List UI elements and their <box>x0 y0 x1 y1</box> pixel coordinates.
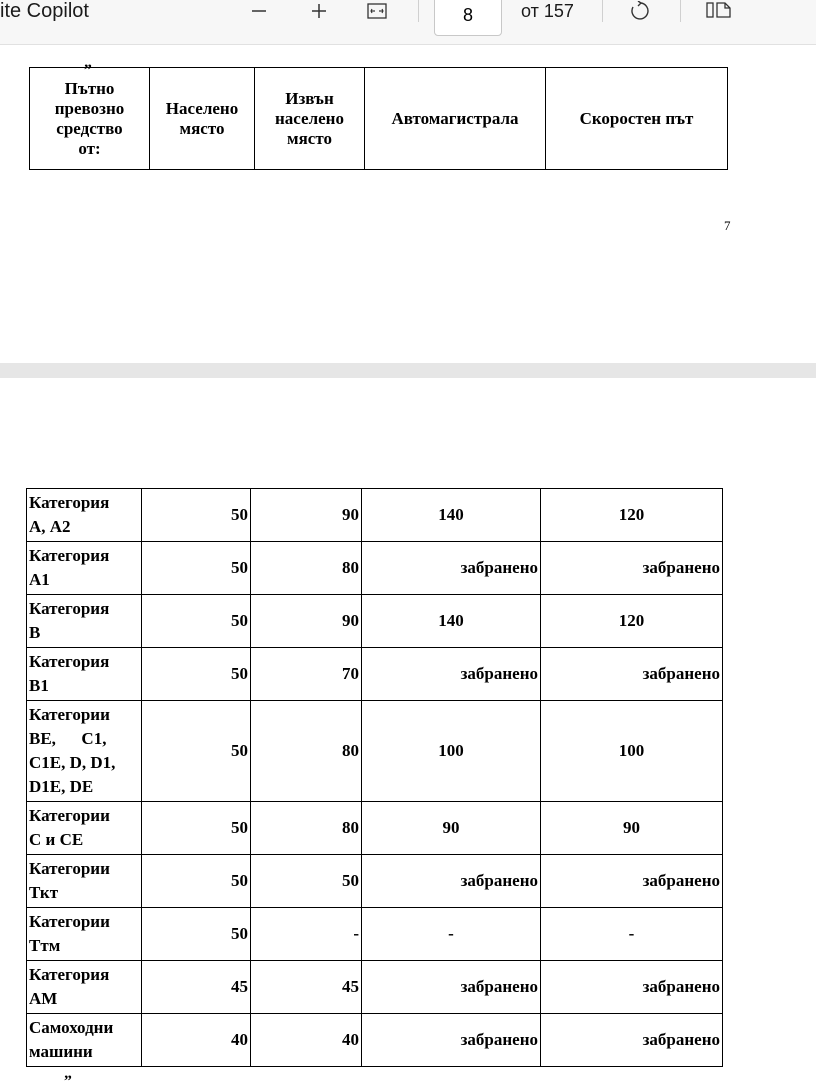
category-line: Ткт <box>29 883 59 902</box>
motorway-speed-cell: забранено <box>362 542 541 595</box>
category-line: Категории <box>29 705 110 724</box>
header-line: населено <box>275 108 344 128</box>
motorway-speed-cell: забранено <box>362 855 541 908</box>
expressway-speed-cell: 90 <box>541 802 723 855</box>
zoom-in-button[interactable] <box>304 0 334 24</box>
motorway-speed-cell: 90 <box>362 802 541 855</box>
settlement-speed-cell: 50 <box>142 595 251 648</box>
toolbar-separator <box>418 0 419 22</box>
header-expressway: Скоростен път <box>546 68 728 170</box>
header-line: Извън <box>285 88 334 108</box>
rotate-button[interactable] <box>626 0 656 24</box>
category-line: Самоходни <box>29 1018 114 1037</box>
table-row <box>27 595 723 648</box>
header-line: място <box>287 128 332 148</box>
pdf-toolbar <box>0 0 816 45</box>
motorway-speed-cell: 140 <box>362 595 541 648</box>
category-cell <box>27 802 142 855</box>
expressway-speed-cell: забранено <box>541 961 723 1014</box>
header-settlement <box>150 68 255 170</box>
settlement-speed-cell: 40 <box>142 1014 251 1067</box>
table-row <box>27 648 723 701</box>
motorway-speed-cell: 140 <box>362 489 541 542</box>
table-row <box>27 802 723 855</box>
category-line: Категории <box>29 806 110 825</box>
table-row <box>27 855 723 908</box>
table-row <box>27 961 723 1014</box>
category-line: В <box>29 623 41 642</box>
motorway-speed-cell: 100 <box>362 701 541 802</box>
category-line: С и СЕ <box>29 830 84 849</box>
toolbar-separator <box>602 0 603 22</box>
category-cell <box>27 701 142 802</box>
settlement-speed-cell: 50 <box>142 489 251 542</box>
category-line: С1Е, D, D1, <box>29 753 116 772</box>
toolbar-separator <box>680 0 681 22</box>
speed-table-header <box>29 67 728 170</box>
expressway-speed-cell: - <box>541 908 723 961</box>
page-total-label: от 157 <box>521 1 574 21</box>
header-line: от: <box>78 138 101 158</box>
footnote-number: 7 <box>724 218 731 233</box>
page-view-icon <box>705 1 733 23</box>
category-line: Категория <box>29 965 110 984</box>
category-line: А, А2 <box>29 517 71 536</box>
header-line: средство <box>56 118 123 138</box>
outside-settlement-speed-cell: 80 <box>251 802 362 855</box>
page-number-input[interactable] <box>434 0 502 36</box>
rotate-icon <box>629 1 653 23</box>
expressway-speed-cell: забранено <box>541 1014 723 1067</box>
category-line: АМ <box>29 989 58 1008</box>
category-cell <box>27 961 142 1014</box>
page-view-button[interactable] <box>704 0 734 24</box>
expressway-speed-cell: 100 <box>541 701 723 802</box>
category-line: Категории <box>29 859 110 878</box>
minus-icon <box>249 2 269 22</box>
category-cell <box>27 908 142 961</box>
expressway-speed-cell: забранено <box>541 648 723 701</box>
header-line: Населено <box>165 98 239 118</box>
expressway-speed-cell: забранено <box>541 542 723 595</box>
motorway-speed-cell: забранено <box>362 961 541 1014</box>
header-vehicle <box>30 68 150 170</box>
motorway-speed-cell: забранено <box>362 1014 541 1067</box>
category-line: Категории <box>29 912 110 931</box>
settlement-speed-cell: 50 <box>142 648 251 701</box>
header-motorway: Автомагистрала <box>365 68 546 170</box>
header-outside-settlement <box>255 68 365 170</box>
category-line: Ттм <box>29 936 61 955</box>
category-cell <box>27 489 142 542</box>
fit-width-icon <box>366 2 388 22</box>
settlement-speed-cell: 50 <box>142 701 251 802</box>
zoom-out-button[interactable] <box>244 0 274 24</box>
category-line: Категория <box>29 546 110 565</box>
outside-settlement-speed-cell: - <box>251 908 362 961</box>
outside-settlement-speed-cell: 80 <box>251 701 362 802</box>
category-cell <box>27 1014 142 1067</box>
outside-settlement-speed-cell: 40 <box>251 1014 362 1067</box>
page-gap <box>0 363 816 378</box>
category-line: А1 <box>29 570 50 589</box>
outside-settlement-speed-cell: 50 <box>251 855 362 908</box>
speed-table <box>26 488 723 1067</box>
settlement-speed-cell: 50 <box>142 542 251 595</box>
motorway-speed-cell: - <box>362 908 541 961</box>
table-row <box>27 908 723 961</box>
outside-settlement-speed-cell: 70 <box>251 648 362 701</box>
category-line: В1 <box>29 676 49 695</box>
fit-width-button[interactable] <box>362 0 392 24</box>
expressway-speed-cell: 120 <box>541 489 723 542</box>
outside-settlement-speed-cell: 90 <box>251 595 362 648</box>
table-row <box>27 701 723 802</box>
category-cell <box>27 595 142 648</box>
outside-settlement-speed-cell: 80 <box>251 542 362 595</box>
document-page <box>0 378 816 1080</box>
settlement-speed-cell: 50 <box>142 802 251 855</box>
open-quote: „ <box>84 54 92 71</box>
table-row <box>27 1014 723 1067</box>
table-row <box>27 489 723 542</box>
settlement-speed-cell: 45 <box>142 961 251 1014</box>
plus-icon <box>309 2 329 22</box>
header-line: място <box>179 118 225 138</box>
speed-table-body <box>27 489 723 1067</box>
category-line: D1E, DE <box>29 777 94 796</box>
expressway-speed-cell: 120 <box>541 595 723 648</box>
settlement-speed-cell: 50 <box>142 855 251 908</box>
settlement-speed-cell: 50 <box>142 908 251 961</box>
category-line: машини <box>29 1042 93 1061</box>
outside-settlement-speed-cell: 90 <box>251 489 362 542</box>
expressway-speed-cell: забранено <box>541 855 723 908</box>
category-line: Категория <box>29 652 110 671</box>
category-cell <box>27 542 142 595</box>
category-line: Категория <box>29 493 110 512</box>
category-line: ВЕ, С1, <box>29 729 107 748</box>
header-line: превозно <box>54 98 125 118</box>
category-cell <box>27 648 142 701</box>
header-line: Пътно <box>64 78 115 98</box>
toolbar-title: ite Copilot <box>0 0 89 22</box>
motorway-speed-cell: забранено <box>362 648 541 701</box>
category-cell <box>27 855 142 908</box>
outside-settlement-speed-cell: 45 <box>251 961 362 1014</box>
table-row <box>27 542 723 595</box>
close-quote: „ <box>64 1065 72 1082</box>
category-line: Категория <box>29 599 110 618</box>
document-page <box>0 45 816 363</box>
